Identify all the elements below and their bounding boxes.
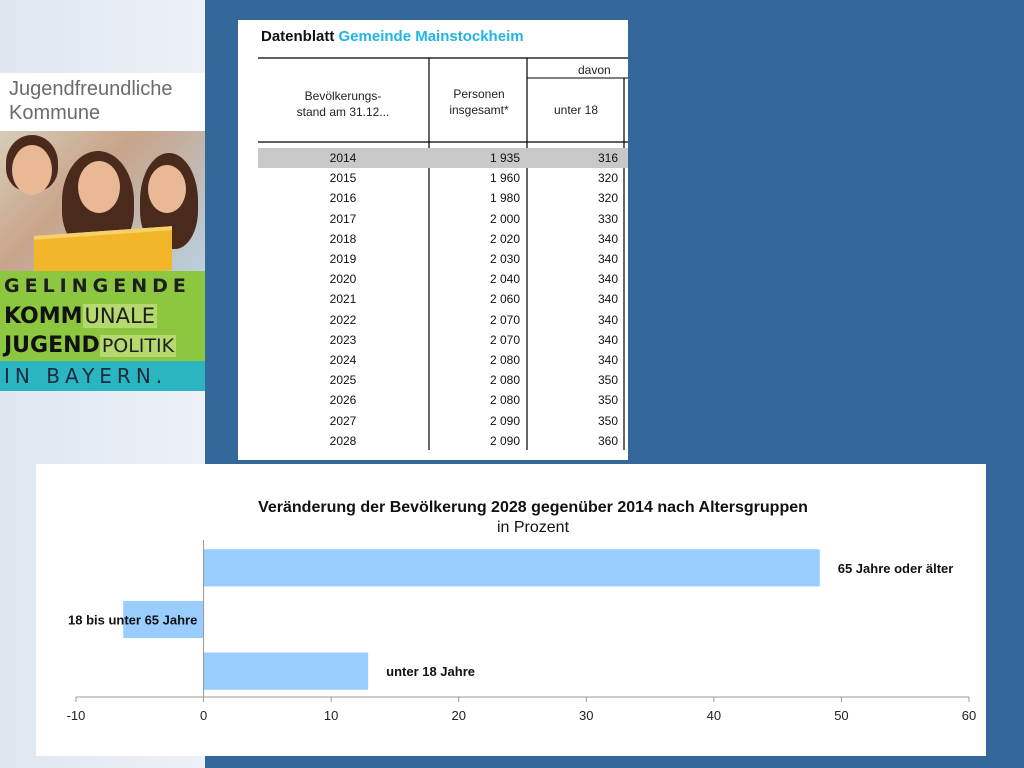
- table-cell-total: 1 980: [489, 191, 520, 206]
- table-cell-year: 2027: [329, 413, 357, 428]
- jugendfreundliche-kommune-logo: [0, 73, 205, 391]
- header-col1-line1: Bevölkerungs-: [304, 89, 382, 103]
- slogan-line3-bold: JUGEND: [4, 333, 100, 358]
- logo-title-line1: Jugendfreundliche: [9, 78, 173, 100]
- table-cell-total: 2 000: [489, 211, 520, 226]
- slogan-line2-rest: UNALE: [84, 304, 155, 328]
- table-cell-total: 2 080: [489, 393, 520, 408]
- table-cell-year: 2023: [329, 332, 357, 347]
- slogan-line1: GELINGENDE: [4, 275, 191, 297]
- bar-label-1: 18 bis unter 65 Jahre: [68, 612, 198, 628]
- youth-photo: [0, 131, 205, 271]
- book-icon: [34, 226, 172, 271]
- slogan-line4: IN BAYERN.: [4, 364, 168, 388]
- table-cell-under18: 340: [597, 353, 618, 367]
- table-cell-year: 2014: [329, 151, 357, 165]
- header-col2-line1: Personen: [453, 87, 505, 101]
- table-cell-under18: 350: [597, 413, 618, 428]
- x-tick-label-2: 10: [323, 708, 339, 723]
- table-cell-total: 2 030: [489, 252, 520, 266]
- chart-title: Veränderung der Bevölkerung 2028 gegenüber 2014 nach Altersgruppen: [258, 499, 808, 516]
- header-under-18: unter 18: [553, 103, 599, 117]
- x-tick-label-4: 30: [579, 708, 594, 723]
- table-cell-year: 2026: [329, 393, 357, 408]
- x-tick-label-7: 60: [961, 708, 977, 723]
- datasheet-table-panel: [238, 20, 628, 460]
- table-cell-year: 2028: [329, 433, 357, 448]
- table-cell-year: 2021: [329, 292, 357, 307]
- slogan-line3-rest: POLITIK: [101, 335, 175, 357]
- bar-2: [204, 653, 369, 690]
- table-cell-year: 2020: [329, 272, 357, 287]
- x-tick-label-1: 0: [199, 708, 208, 723]
- table-cell-under18: 320: [597, 191, 618, 206]
- header-persons-total: [434, 86, 524, 118]
- table-cell-total: 2 020: [489, 231, 520, 246]
- table-cell-under18: 350: [597, 393, 618, 408]
- header-col1-line2: stand am 31.12...: [296, 105, 390, 119]
- table-cell-total: 2 090: [489, 413, 520, 428]
- table-cell-year: 2017: [329, 211, 357, 226]
- table-cell-total: 2 070: [489, 332, 520, 347]
- chart-subtitle: in Prozent: [496, 519, 570, 536]
- table-cell-total: 2 090: [489, 433, 520, 448]
- table-cell-year: 2024: [329, 353, 357, 367]
- table-cell-under18: 350: [597, 373, 618, 388]
- table-cell-under18: 316: [597, 151, 618, 165]
- table-cell-year: 2022: [329, 312, 357, 327]
- table-cell-total: 2 080: [489, 373, 520, 388]
- table-cell-total: 2 070: [489, 312, 520, 327]
- table-cell-year: 2019: [329, 252, 357, 266]
- table-cell-under18: 320: [597, 171, 618, 186]
- logo-title-line2: Kommune: [9, 102, 101, 124]
- table-cell-total: 2 040: [489, 272, 520, 287]
- x-tick-label-0: -10: [66, 708, 86, 723]
- header-population-date: [278, 88, 408, 120]
- header-col2-line2: insgesamt*: [449, 103, 509, 117]
- table-cell-year: 2015: [329, 171, 357, 186]
- slogan-block: [0, 271, 205, 391]
- table-cell-year: 2018: [329, 231, 357, 246]
- bar-label-0: 65 Jahre oder älter: [837, 560, 954, 576]
- table-cell-under18: 330: [597, 211, 618, 226]
- table-cell-under18: 340: [597, 292, 618, 307]
- table-cell-under18: 340: [597, 272, 618, 287]
- chart-svg: [36, 464, 986, 756]
- table-title-prefix: Datenblatt: [261, 28, 335, 45]
- logo-title: [9, 77, 199, 125]
- x-tick-label-6: 50: [834, 708, 849, 723]
- table-cell-year: 2016: [329, 191, 357, 206]
- slogan-line2-bold: KOMM: [4, 304, 83, 329]
- table-cell-total: 2 060: [489, 292, 520, 307]
- population-change-chart: [36, 464, 986, 756]
- bar-0: [204, 549, 820, 586]
- table-cell-total: 2 080: [489, 353, 520, 367]
- table-cell-under18: 340: [597, 252, 618, 266]
- table-cell-under18: 360: [597, 433, 618, 448]
- table-cell-under18: 340: [597, 332, 618, 347]
- header-davon: davon: [578, 63, 611, 77]
- table-cell-total: 1 935: [489, 151, 520, 165]
- table-cell-total: 1 960: [489, 171, 520, 186]
- table-cell-under18: 340: [597, 231, 618, 246]
- x-tick-label-3: 20: [451, 708, 466, 723]
- bar-label-2: unter 18 Jahre: [386, 664, 476, 680]
- x-tick-label-5: 40: [706, 708, 722, 723]
- table-cell-under18: 340: [597, 312, 618, 327]
- table-title-municipality: Gemeinde Mainstockheim: [338, 28, 524, 45]
- table-cell-year: 2025: [329, 373, 357, 388]
